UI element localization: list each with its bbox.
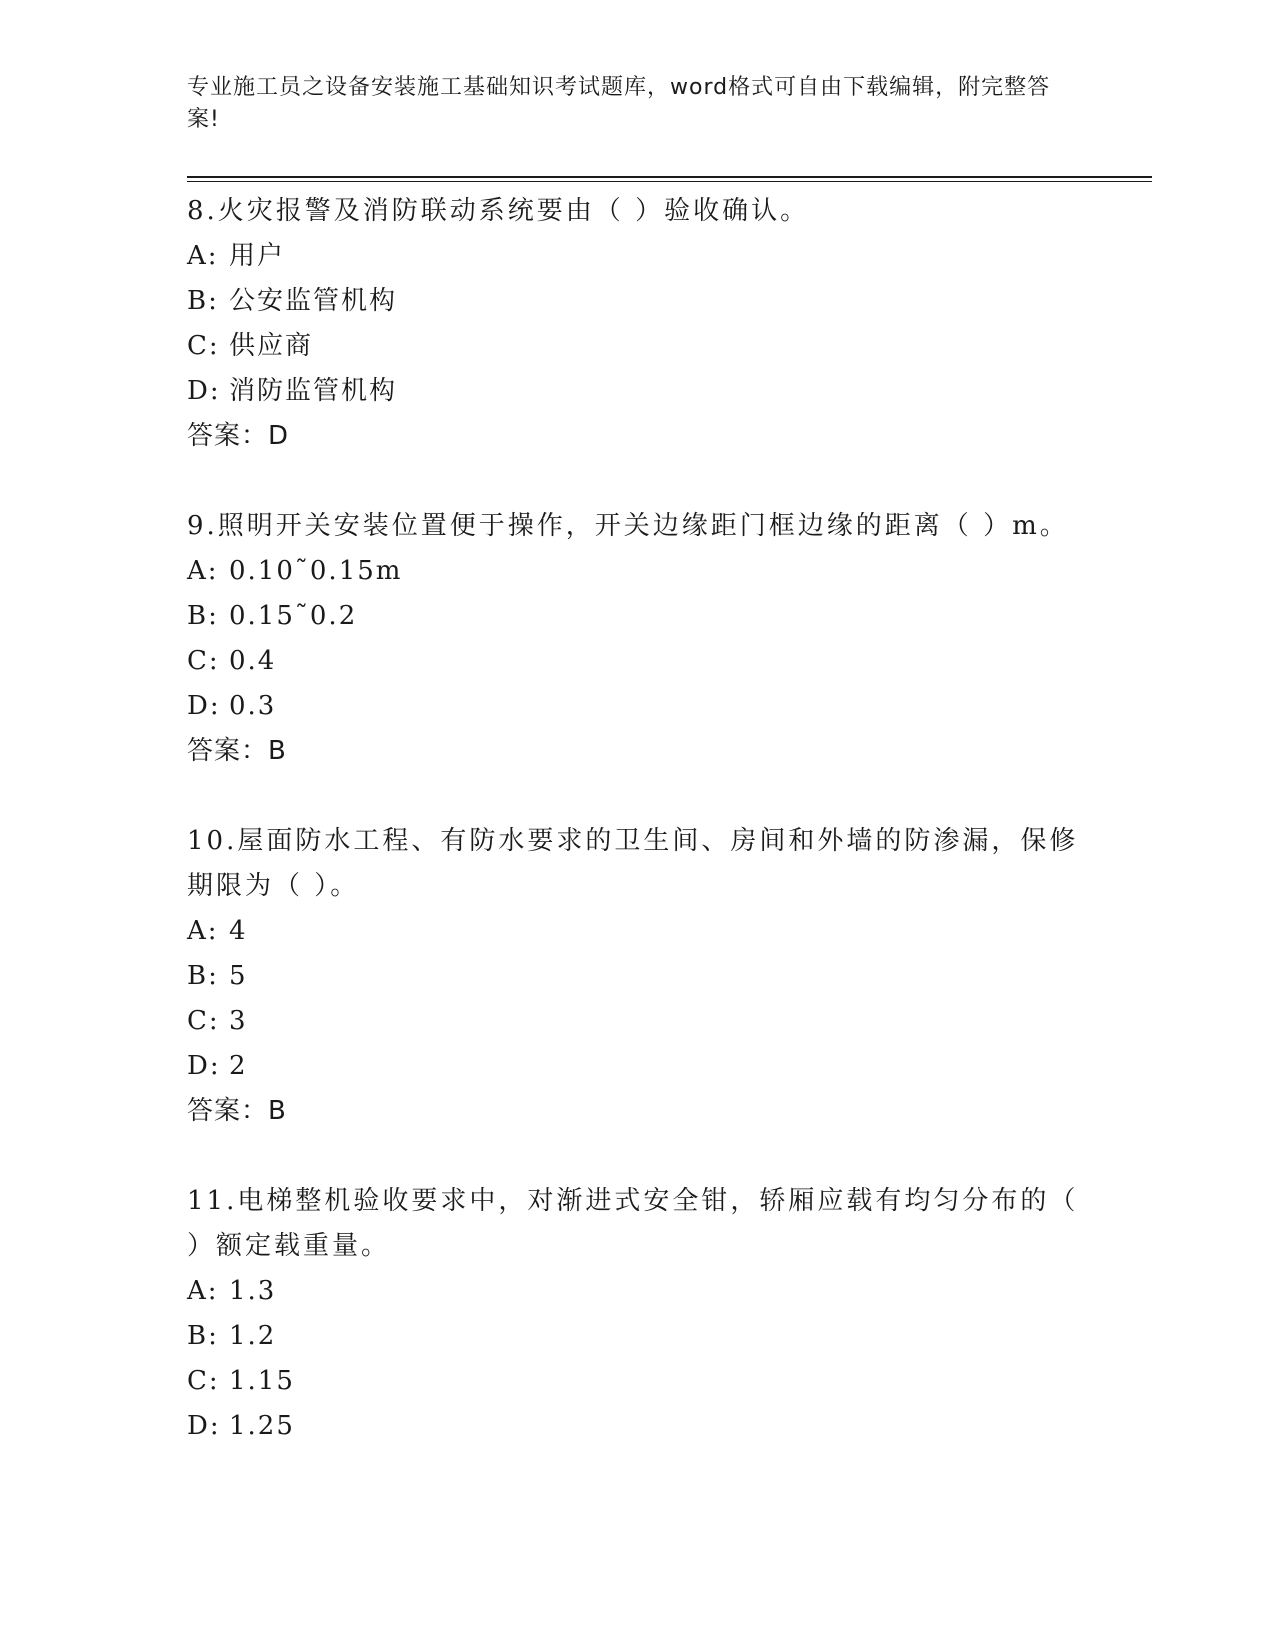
option-a bbox=[187, 909, 1087, 954]
option-text: 5 bbox=[229, 961, 248, 991]
option-d bbox=[187, 1044, 1087, 1089]
option-d bbox=[187, 684, 1087, 729]
option-letter: D: bbox=[187, 1411, 221, 1441]
option-text: 0.15˜0.2 bbox=[229, 601, 358, 631]
question-list bbox=[187, 189, 1087, 1449]
question-11 bbox=[187, 1179, 1087, 1449]
question-8 bbox=[187, 189, 1087, 504]
spacer bbox=[187, 459, 1087, 504]
option-text: 1.25 bbox=[229, 1411, 295, 1441]
spacer bbox=[187, 774, 1087, 819]
option-letter: B: bbox=[187, 286, 219, 316]
header-rule-thin bbox=[187, 181, 1152, 182]
option-a bbox=[187, 1269, 1087, 1314]
option-letter: A: bbox=[187, 916, 219, 946]
answer-line: 答案：B bbox=[187, 1096, 287, 1126]
option-text: 0.3 bbox=[229, 691, 277, 721]
option-letter: B: bbox=[187, 961, 219, 991]
option-letter: C: bbox=[187, 646, 220, 676]
question-10 bbox=[187, 819, 1087, 1179]
option-text: 4 bbox=[229, 916, 248, 946]
option-c bbox=[187, 1359, 1087, 1404]
option-letter: D: bbox=[187, 691, 221, 721]
option-c bbox=[187, 324, 1087, 369]
option-text: 消防监管机构 bbox=[229, 376, 398, 406]
option-letter: D: bbox=[187, 376, 221, 406]
question-stem: 9.照明开关安装位置便于操作，开关边缘距门框边缘的距离（ ）m。 bbox=[187, 511, 1069, 541]
option-letter: C: bbox=[187, 331, 220, 361]
document-header: 专业施工员之设备安装施工基础知识考试题库，word格式可自由下载编辑，附完整答案! bbox=[187, 75, 1051, 132]
header-rule-thick bbox=[187, 176, 1152, 178]
option-text: 0.10˜0.15m bbox=[229, 556, 403, 586]
option-text: 供应商 bbox=[229, 331, 314, 361]
option-letter: A: bbox=[187, 556, 219, 586]
option-text: 公安监管机构 bbox=[229, 286, 398, 316]
option-text: 1.3 bbox=[229, 1276, 277, 1306]
option-b bbox=[187, 954, 1087, 999]
question-stem: 8.火灾报警及消防联动系统要由（ ）验收确认。 bbox=[187, 196, 810, 226]
option-text: 0.4 bbox=[229, 646, 277, 676]
option-letter: D: bbox=[187, 1051, 221, 1081]
option-c bbox=[187, 639, 1087, 684]
option-b bbox=[187, 594, 1087, 639]
question-9 bbox=[187, 504, 1087, 819]
option-text: 2 bbox=[229, 1051, 248, 1081]
option-text: 1.15 bbox=[229, 1366, 295, 1396]
question-stem: 10.屋面防水工程、有防水要求的卫生间、房间和外墙的防渗漏，保修期限为（ ）。 bbox=[187, 826, 1079, 901]
spacer bbox=[187, 1134, 1087, 1179]
option-b bbox=[187, 279, 1087, 324]
option-text: 3 bbox=[229, 1006, 248, 1036]
option-d bbox=[187, 369, 1087, 414]
option-c bbox=[187, 999, 1087, 1044]
option-letter: C: bbox=[187, 1366, 220, 1396]
answer-line: 答案：D bbox=[187, 421, 290, 451]
option-d bbox=[187, 1404, 1087, 1449]
option-text: 用户 bbox=[229, 241, 286, 271]
option-letter: A: bbox=[187, 1276, 219, 1306]
option-a bbox=[187, 234, 1087, 279]
question-stem: 11.电梯整机验收要求中，对渐进式安全钳，轿厢应载有均匀分布的（ ）额定载重量。 bbox=[187, 1186, 1079, 1261]
option-a bbox=[187, 549, 1087, 594]
option-letter: B: bbox=[187, 601, 219, 631]
option-letter: A: bbox=[187, 241, 219, 271]
option-letter: C: bbox=[187, 1006, 220, 1036]
option-letter: B: bbox=[187, 1321, 219, 1351]
option-b bbox=[187, 1314, 1087, 1359]
answer-line: 答案：B bbox=[187, 736, 287, 766]
option-text: 1.2 bbox=[229, 1321, 277, 1351]
